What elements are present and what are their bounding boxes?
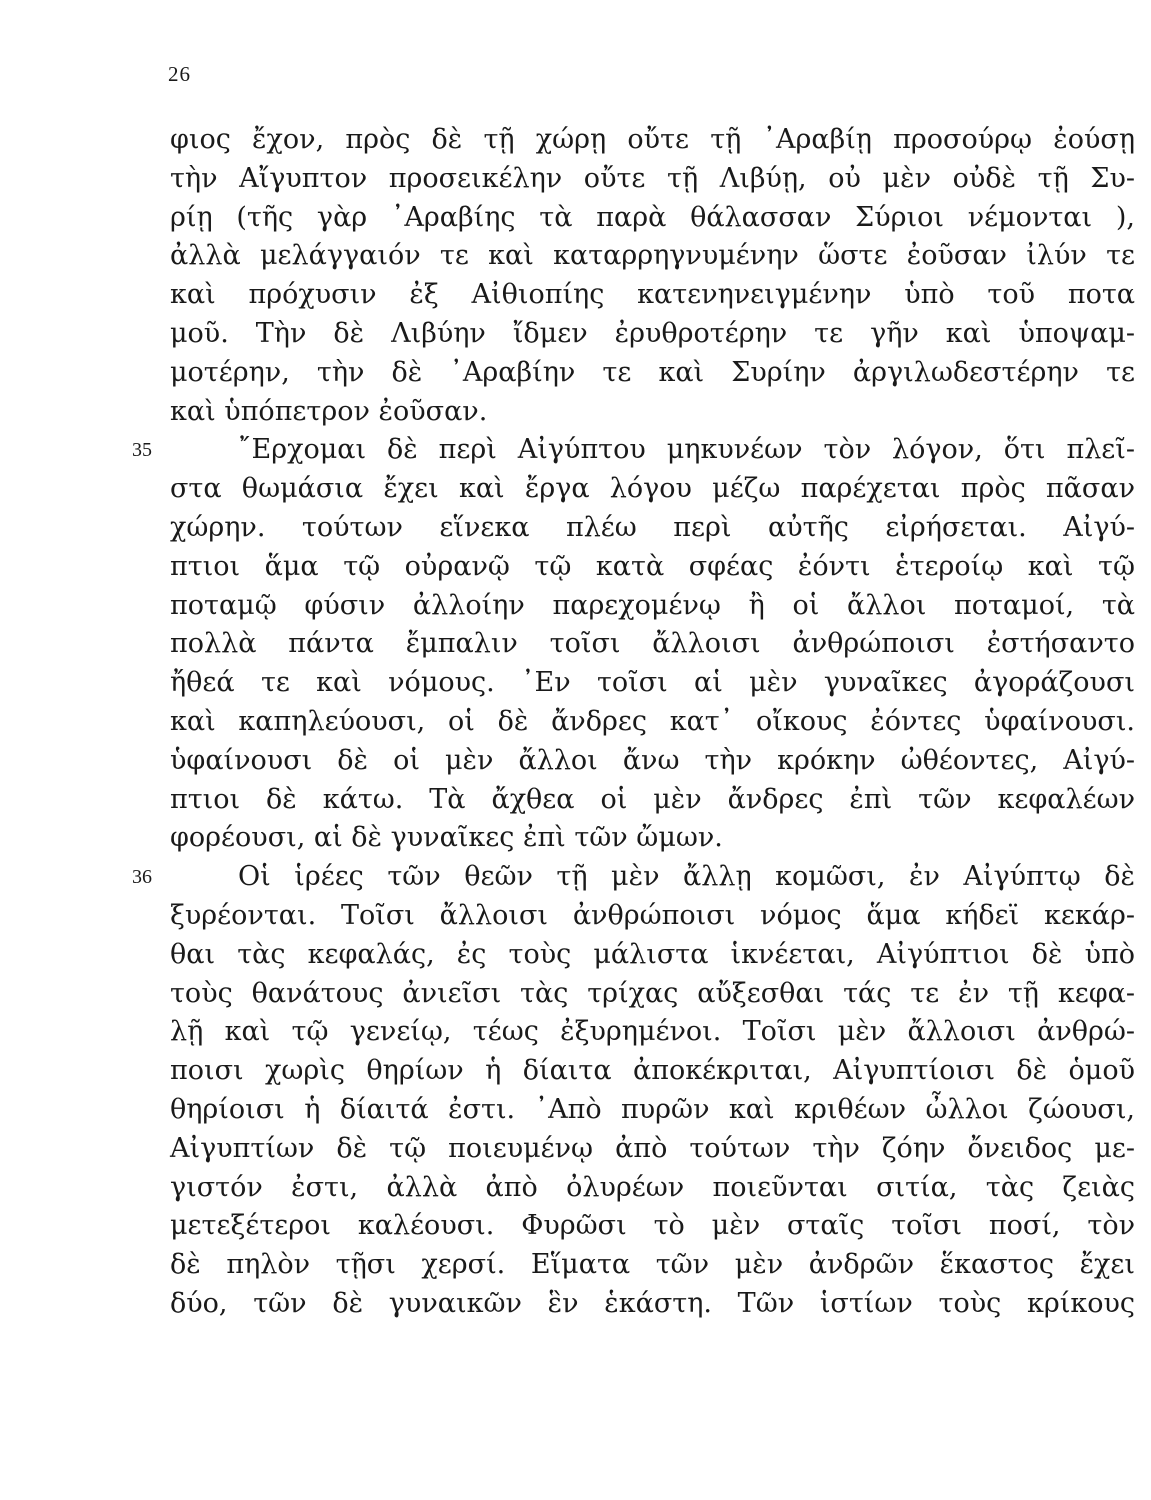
text-line: μοτέρην, τὴν δὲ ᾿Αραβίην τε καὶ Συρίην ἀργιλωδεστέρην τε: [170, 356, 1135, 388]
text-line: Αἰγυπτίων δὲ τῷ ποιευμένῳ ἀπὸ τούτων τὴν ζόην ὄνειδος με-: [170, 1132, 1135, 1164]
text-line: ξυρέονται. Τοῖσι ἄλλοισι ἀνθρώποισι νόμος ἅμα κήδεϊ κεκάρ-: [170, 899, 1135, 931]
text-line: καὶ πρόχυσιν ἐξ Αἰθιοπίης κατενηνειγμένην ὑπὸ τοῦ ποτα: [170, 279, 1135, 311]
text-line: 35 ῎Ερχομαι δὲ περὶ Αἰγύπτου μηκυνέων τὸν λόγον, ὅτι πλεῖ-: [170, 431, 1135, 470]
text-line: τοὺς θανάτους ἀνιεῖσι τὰς τρίχας αὔξεσθαι τάς τε ἐν τῇ κεφα-: [170, 977, 1135, 1009]
text-line: γιστόν ἐστι, ἀλλὰ ἀπὸ ὀλυρέων ποιεῦνται σιτία, τὰς ζειὰς: [170, 1171, 1135, 1203]
text-line: φιος ἔχον, πρὸς δὲ τῇ χώρῃ οὔτε τῇ ᾿Αραβίῃ προσούρῳ ἐούσῃ: [170, 124, 1135, 155]
page-number: 26: [168, 62, 191, 86]
text-line: χώρην. τούτων εἵνεκα πλέω περὶ αὐτῆς εἰρήσεται. Αἰγύ-: [170, 511, 1135, 543]
section-number: 36: [132, 866, 152, 889]
text-line: δὲ πηλὸν τῇσι χερσί. Εἵματα τῶν μὲν ἀνδρῶν ἕκαστος ἔχει: [170, 1249, 1135, 1281]
text-line: μετεξέτεροι καλέουσι. Φυρῶσι τὸ μὲν σταῖς τοῖσι ποσί, τὸν: [170, 1210, 1135, 1242]
text-line: καὶ καπηλεύουσι, οἱ δὲ ἄνδρες κατ᾿ οἴκους ἐόντες ὑφαίνουσι.: [170, 705, 1135, 737]
text-line: θαι τὰς κεφαλάς, ἐς τοὺς μάλιστα ἱκνέεται, Αἰγύπτιοι δὲ ὑπὸ: [170, 938, 1135, 970]
text-line: 36 Οἱ ἱρέες τῶν θεῶν τῇ μὲν ἄλλῃ κομῶσι, ἐν Αἰγύπτῳ δὲ: [170, 858, 1135, 897]
text-line: πτιοι δὲ κάτω. Τὰ ἄχθεα οἱ μὲν ἄνδρες ἐπὶ τῶν κεφαλέων: [170, 783, 1135, 815]
text-body: [132, 121, 1135, 1324]
section-number: 35: [132, 439, 152, 462]
text-line: ὑφαίνουσι δὲ οἱ μὲν ἄλλοι ἄνω τὴν κρόκην ὠθέοντες, Αἰγύ-: [170, 744, 1135, 776]
text-line: καὶ ὑπόπετρον ἐοῦσαν.: [170, 395, 488, 427]
text-line: πολλὰ πάντα ἔμπαλιν τοῖσι ἄλλοισι ἀνθρώποισι ἐστήσαντο: [170, 628, 1135, 660]
text-line: ποισι χωρὶς θηρίων ἡ δίαιτα ἀποκέκριται, Αἰγυπτίοισι δὲ ὁμοῦ: [170, 1055, 1135, 1087]
text-line: ρίῃ (τῆς γὰρ ᾿Αραβίης τὰ παρὰ θάλασσαν Σύριοι νέμονται ),: [170, 201, 1135, 233]
text-line: τὴν Αἴγυπτον προσεικέλην οὔτε τῇ Λιβύῃ, οὐ μὲν οὐδὲ τῇ Συ-: [170, 162, 1135, 194]
text-line: δύο, τῶν δὲ γυναικῶν ἓν ἑκάστη. Τῶν ἱστίων τοὺς κρίκους: [170, 1287, 1135, 1319]
text-line: ἤθεά τε καὶ νόμους. ᾿Εν τοῖσι αἱ μὲν γυναῖκες ἀγοράζουσι: [170, 667, 1135, 699]
text-line: λῇ καὶ τῷ γενείῳ, τέως ἐξυρημένοι. Τοῖσι μὲν ἄλλοισι ἀνθρώ-: [170, 1016, 1135, 1048]
text-line: στα θωμάσια ἔχει καὶ ἔργα λόγου μέζω παρέχεται πρὸς πᾶσαν: [170, 473, 1135, 505]
text-line: φορέουσι, αἱ δὲ γυναῖκες ἐπὶ τῶν ὤμων.: [170, 822, 723, 854]
text-line: ποταμῷ φύσιν ἀλλοίην παρεχομένῳ ἢ οἱ ἄλλοι ποταμοί, τὰ: [170, 589, 1135, 621]
text-line: μοῦ. Τὴν δὲ Λιβύην ἴδμεν ἐρυθροτέρην τε γῆν καὶ ὑποψαμ-: [170, 317, 1135, 349]
text-line: πτιοι ἅμα τῷ οὐρανῷ τῷ κατὰ σφέας ἐόντι ἑτεροίῳ καὶ τῷ: [170, 550, 1135, 582]
text-line: θηρίοισι ἡ δίαιτά ἐστι. ᾿Απὸ πυρῶν καὶ κριθέων ὦλλοι ζώουσι,: [170, 1093, 1135, 1125]
text-line: ἀλλὰ μελάγγαιόν τε καὶ καταρρηγνυμένην ὥστε ἐοῦσαν ἰλύν τε: [170, 240, 1135, 272]
